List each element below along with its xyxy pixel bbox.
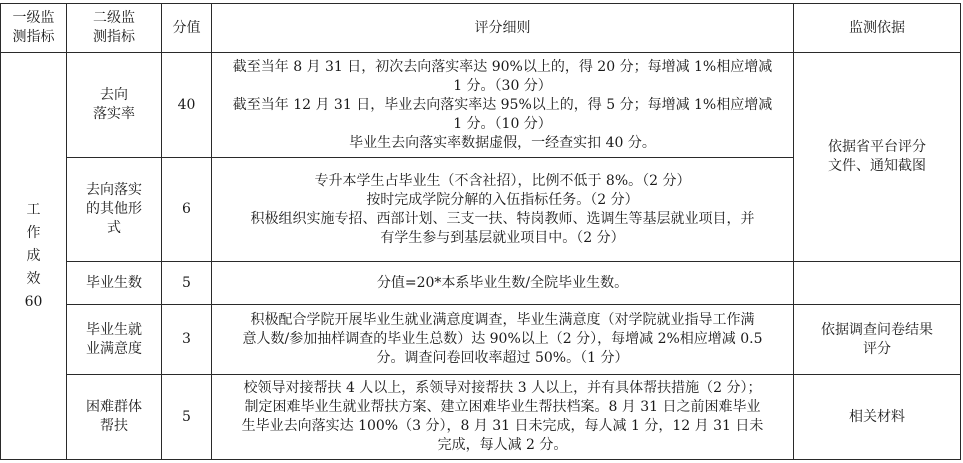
criteria-cell: 校领导对接帮扶 4 人以上，系领导对接帮扶 3 人以上，并有具体帮扶措施（2 分）； 制定困难毕业生就业帮扶方案、建立困难毕业生帮扶档案。8 月 31 日之前困难毕业 生毕业去向落实达 100%（3 分），8 月 31 日未完成，每人减 1 分，12 月 31 日未 完成，每人减 2 分。	[212, 375, 794, 460]
criteria-cell: 分值=20*本系毕业生数/全院毕业生数。	[212, 262, 794, 305]
evaluation-table	[0, 3, 961, 460]
indicator-cell: 毕业生数	[67, 262, 162, 305]
header-score: 分值	[162, 4, 212, 53]
score-cell: 40	[162, 53, 212, 158]
indicator-cell: 去向 落实率	[67, 53, 162, 158]
basis-materials-cell: 相关材料	[794, 375, 961, 460]
indicator-cell: 去向落实 的其他形 式	[67, 158, 162, 262]
indicator-cell: 毕业生就 业满意度	[67, 305, 162, 375]
basis-platform-cell: 依据省平台评分 文件、通知截图	[794, 53, 961, 262]
criteria-cell: 专升本学生占毕业生（不含社招），比例不低于 8%。（2 分） 按时完成学院分解的入伍指标任务。（2 分） 积极组织实施专招、西部计划、三支一扶、特岗教师、选调生等基层就业项目，并 有学生参与到基层就业项目中。（2 分）	[212, 158, 794, 262]
header-basis: 监测依据	[794, 4, 961, 53]
basis-empty-cell	[794, 262, 961, 305]
score-cell: 5	[162, 262, 212, 305]
table-row	[1, 262, 961, 305]
basis-survey-cell: 依据调查问卷结果 评分	[794, 305, 961, 375]
criteria-cell: 截至当年 8 月 31 日，初次去向落实率达 90%以上的，得 20 分；每增减 1%相应增减 1 分。（30 分） 截至当年 12 月 31 日，毕业去向落实率达 95%以上的，得 5 分；每增减 1%相应增减 1 分。（10 分） 毕业生去向落实率数据虚假，一经查实扣 40 分。	[212, 53, 794, 158]
score-cell: 3	[162, 305, 212, 375]
category-cell: 工 作 成 效 60	[1, 53, 67, 460]
table-row	[1, 53, 961, 158]
score-cell: 6	[162, 158, 212, 262]
indicator-cell: 困难群体 帮扶	[67, 375, 162, 460]
header-criteria: 评分细则	[212, 4, 794, 53]
criteria-cell: 积极配合学院开展毕业生就业满意度调查，毕业生满意度（对学院就业指导工作满 意人数/参加抽样调查的毕业生总数）达 90%以上（2 分），每增减 2%相应增减 0.5 分。调查问卷回收率超过 50%。（1 分）	[212, 305, 794, 375]
table-row	[1, 305, 961, 375]
table-row	[1, 375, 961, 460]
header-level1: 一级监 测指标	[1, 4, 67, 53]
header-row	[1, 4, 961, 53]
header-level2: 二级监 测指标	[67, 4, 162, 53]
score-cell: 5	[162, 375, 212, 460]
